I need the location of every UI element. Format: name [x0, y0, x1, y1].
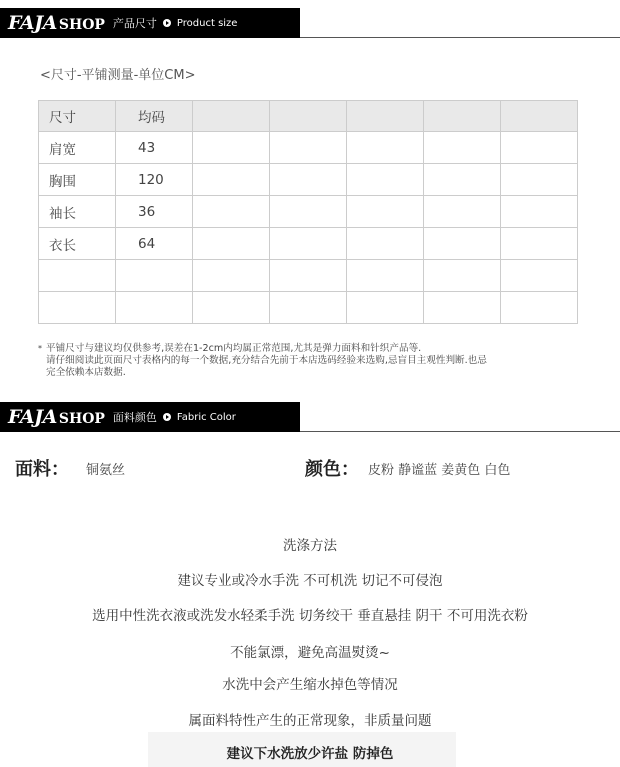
size-notes: [38, 343, 598, 379]
row-value: 36: [116, 196, 193, 228]
table-row-empty: [39, 260, 578, 292]
row-label: 胸围: [39, 164, 116, 196]
care-line: 水洗中会产生缩水掉色等情况: [222, 677, 398, 693]
play-circle-icon: [163, 19, 171, 27]
row-label: 衣长: [39, 228, 116, 260]
care-line: 不能氯漂，避免高温熨烫~: [230, 645, 390, 661]
care-line: 属面料特性产生的正常现象，非质量问题: [188, 713, 432, 729]
row-value: 64: [116, 228, 193, 260]
brand-logo: FAJA SHOP: [8, 12, 105, 34]
banner-divider: [300, 431, 620, 432]
banner-title-en: Product size: [176, 17, 238, 29]
header-cell: 均码: [116, 101, 193, 132]
banner-divider: [300, 37, 620, 38]
fabric-color-banner: [0, 402, 300, 432]
note-line: 平铺尺寸与建议均仅供参考,误差在1-2cm内均属正常范围,尤其是弹力面料和针织产品等.: [46, 343, 422, 354]
size-caption: <尺寸-平铺测量-单位CM>: [40, 68, 196, 83]
color-label: 颜色：: [305, 459, 359, 480]
care-line: 选用中性洗衣液或洗发水轻柔手洗 切务绞干 垂直悬挂 阴干 不可用洗衣粉: [92, 608, 528, 624]
banner-title-cn: 产品尺寸: [112, 17, 157, 30]
banner-title-en: Fabric Color: [176, 411, 236, 423]
fabric-color-row: [0, 455, 620, 481]
header-cell: 尺寸: [39, 101, 116, 132]
row-label: 肩宽: [39, 132, 116, 164]
table-header-row: [39, 101, 578, 132]
table-row: [39, 132, 578, 164]
table-row: [39, 164, 578, 196]
care-line-highlight: 建议下水洗放少许盐 防掉色: [226, 746, 394, 762]
play-circle-icon: [163, 413, 171, 421]
row-label: 袖长: [39, 196, 116, 228]
row-value: 120: [116, 164, 193, 196]
product-size-banner: [0, 8, 300, 38]
note-star: *: [38, 344, 42, 353]
care-title: 洗涤方法: [283, 538, 337, 554]
fabric-value: 铜氨丝: [86, 463, 126, 478]
fabric-label: 面料：: [15, 459, 69, 480]
row-value: 43: [116, 132, 193, 164]
banner-title-cn: 面料颜色: [112, 411, 157, 424]
note-line: 请仔细阅读此页面尺寸表格内的每一个数据,充分结合先前于本店选码经验来选购,忌盲目主观性判断.也忌: [46, 355, 487, 366]
brand-logo: FAJA SHOP: [8, 406, 105, 428]
table-row: [39, 196, 578, 228]
care-line: 建议专业或冷水手洗 不可机洗 切记不可侵泡: [177, 573, 443, 589]
size-table: [38, 100, 578, 324]
table-row: [39, 228, 578, 260]
note-line: 完全依赖本店数据.: [46, 367, 126, 378]
table-row-empty: [39, 292, 578, 324]
color-values: 皮粉 静谧蓝 姜黄色 白色: [368, 463, 511, 478]
